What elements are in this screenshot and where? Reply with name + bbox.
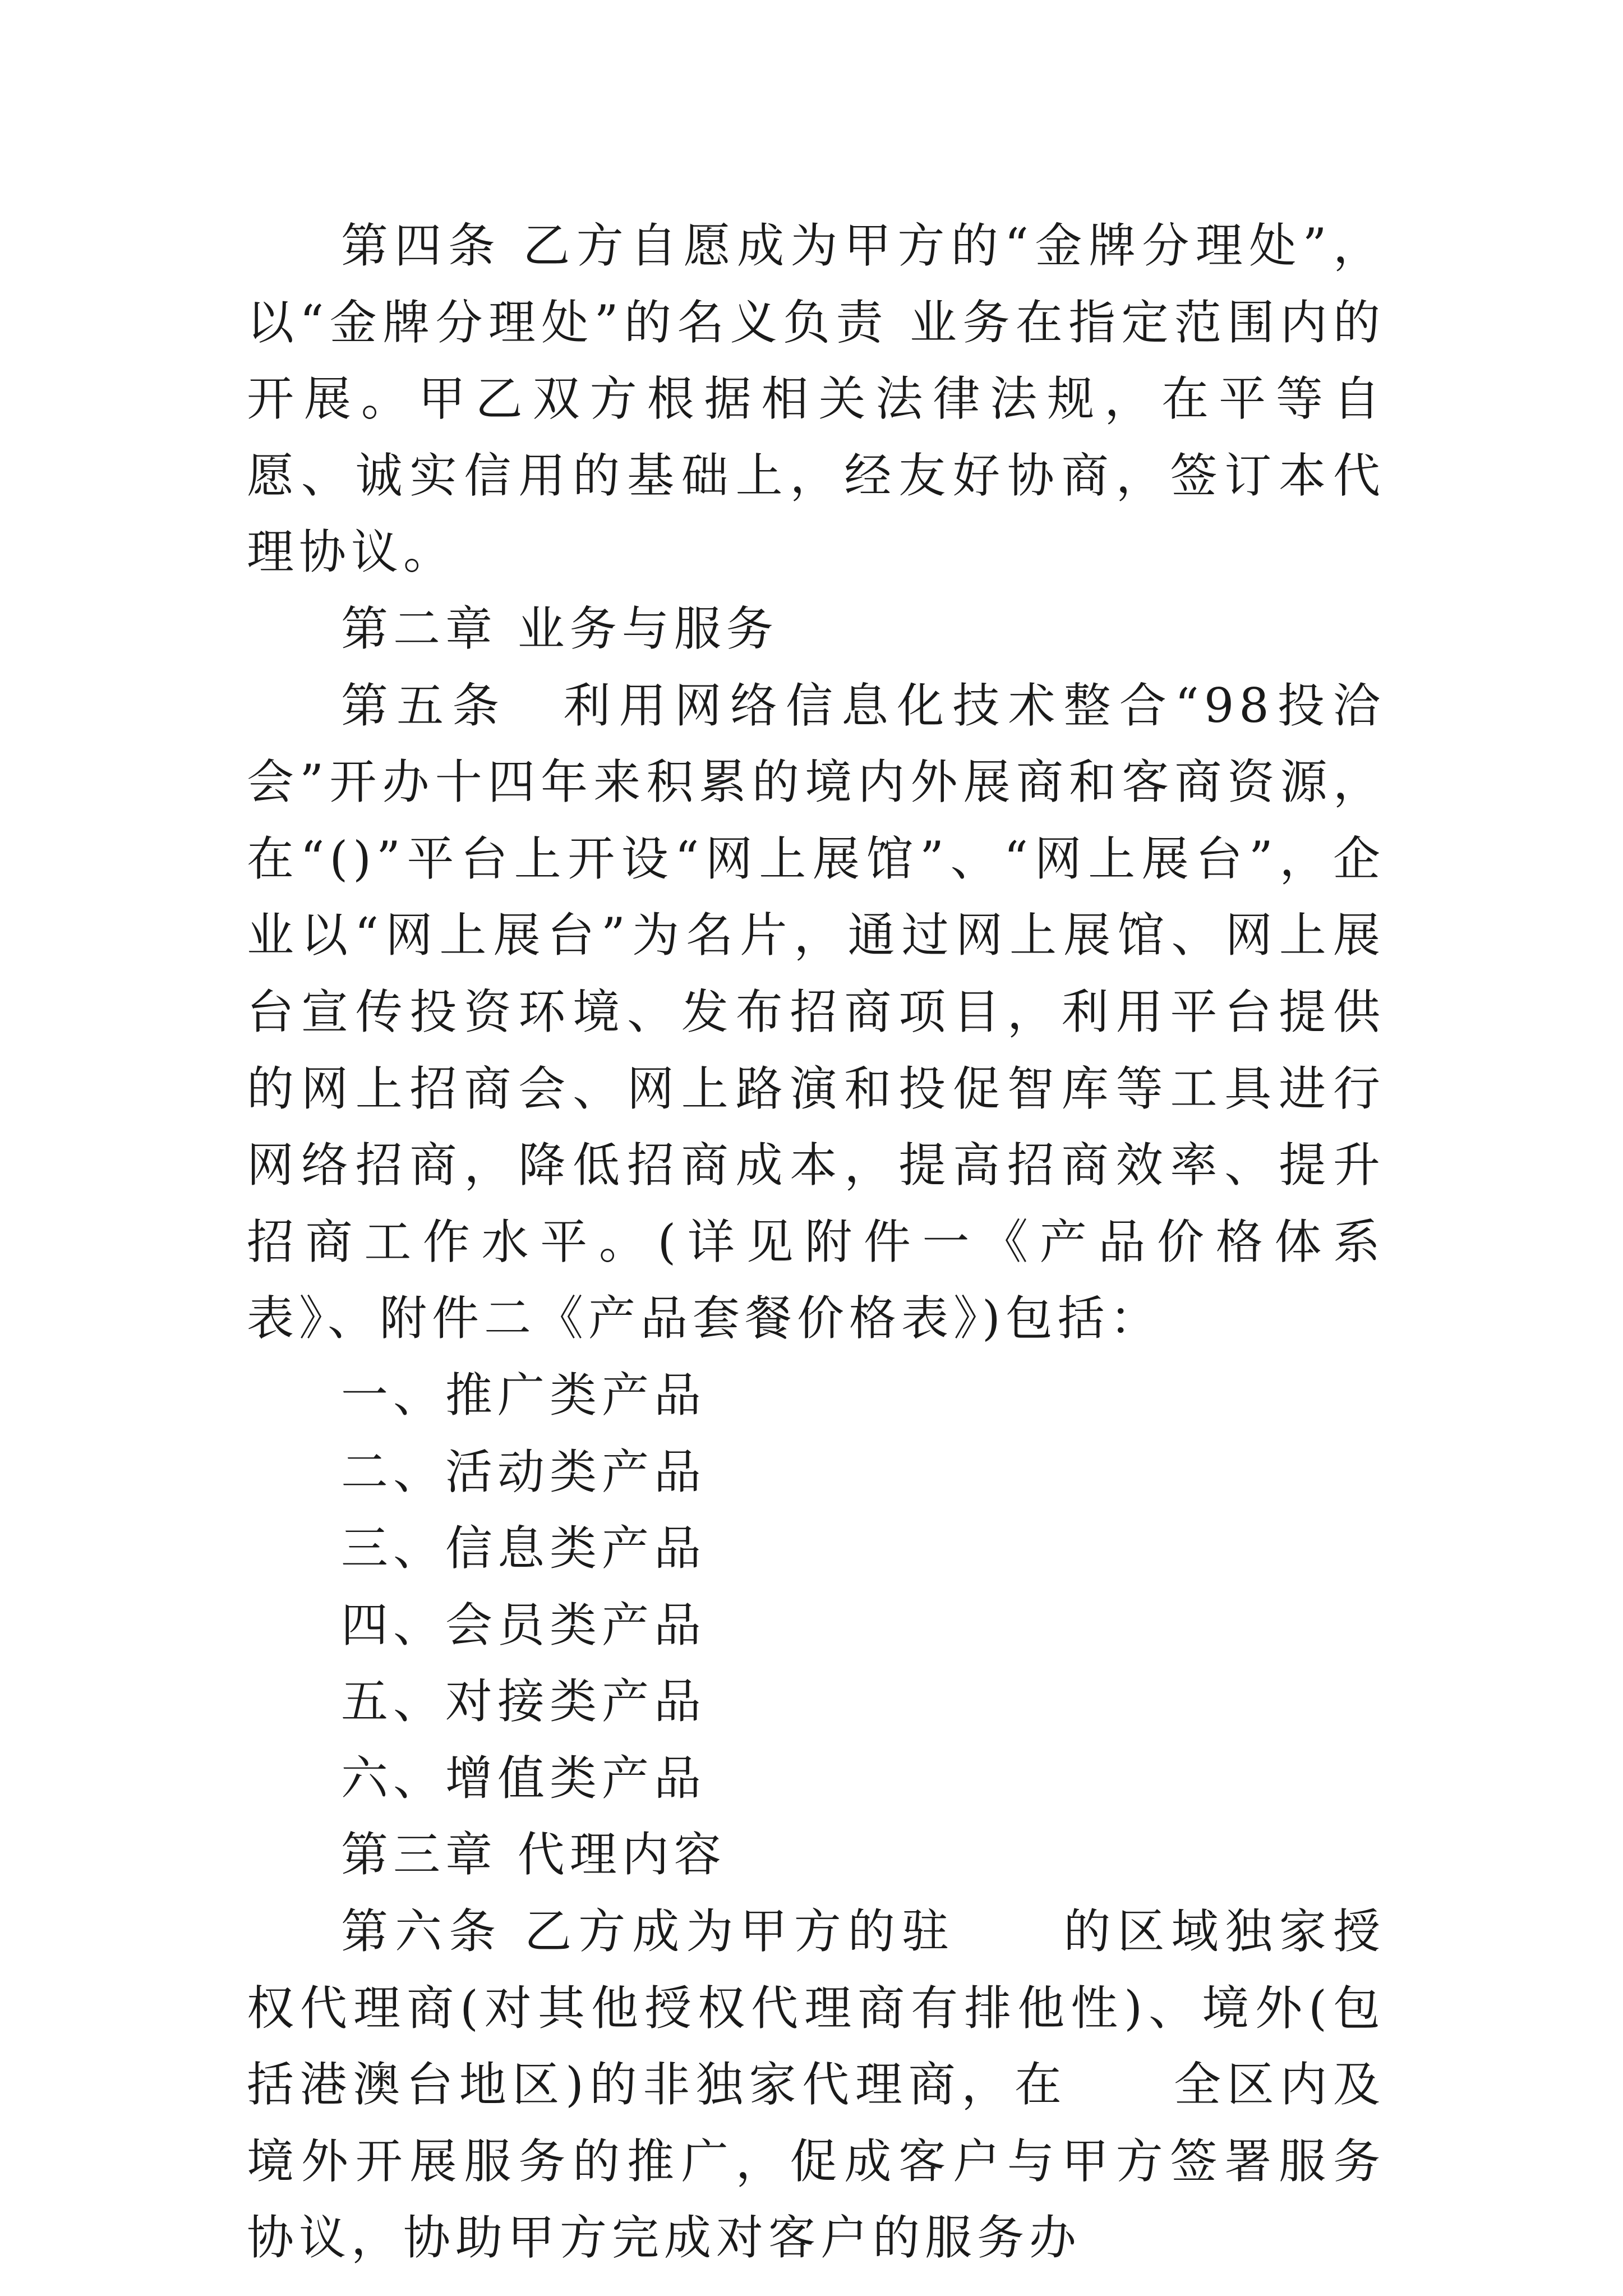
product-item-6: 六、增值类产品 (341, 1750, 707, 1806)
article-6-paragraph: 第六条 乙方成为甲方的驻 的区域独家授权代理商(对其他授权代理商有排他性)、境外(包括港澳台地区)的非独家代理商，在 全区内及境外开展服务的推广，促成客户与甲方签署服务协议，协助甲方完成对客户的服务办 (247, 1904, 1386, 2266)
product-item-1: 一、推广类产品 (341, 1367, 707, 1423)
chapter-3-heading: 第三章 代理内容 (341, 1827, 726, 1883)
product-item-2: 二、活动类产品 (341, 1444, 707, 1499)
article-4-paragraph: 第四条 乙方自愿成为甲方的“金牌分理处”，以“金牌分理处”的名义负责 业务在指定范围内的开展。甲乙双方根据相关法律法规，在平等自愿、诚实信用的基础上，经友好协商，签订本代理协议。 (247, 218, 1385, 580)
article-5-paragraph: 第五条 利用网络信息化技术整合“98投洽会”开办十四年来积累的境内外展商和客商资源，在“()”平台上开设“网上展馆”、“网上展台”，企业以“网上展台”为名片，通过网上展馆、网上展台宣传投资环境、发布招商项目，利用平台提供的网上招商会、网上路演和投促智库等工具进行网络招商，降低招商成本，提高招商效率、提升招商工作水平。(详见附件一《产品价格体系表》、附件二《产品套餐价格表》)包括： (247, 678, 1385, 1346)
product-item-5: 五、对接类产品 (341, 1674, 707, 1729)
document-body (247, 208, 1385, 2276)
chapter-2-heading: 第二章 业务与服务 (341, 601, 778, 656)
product-item-4: 四、会员类产品 (341, 1597, 707, 1653)
product-item-3: 三、信息类产品 (341, 1521, 707, 1576)
